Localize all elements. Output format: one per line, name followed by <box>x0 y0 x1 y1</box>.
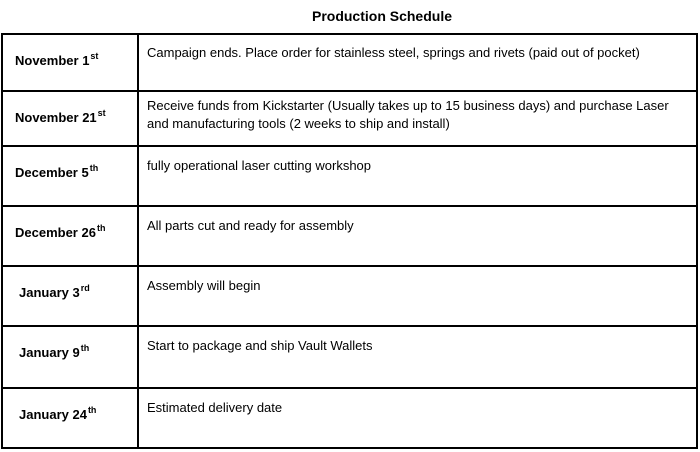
date-label <box>15 110 106 125</box>
table-row <box>2 146 697 206</box>
date-suffix: st <box>97 108 106 118</box>
description-cell <box>138 91 697 146</box>
date-suffix: th <box>87 405 97 415</box>
description-text: Assembly will begin <box>147 278 261 293</box>
date-suffix: th <box>89 163 99 173</box>
date-label <box>19 285 90 300</box>
table-row <box>2 266 697 326</box>
description-text: Receive funds from Kickstarter (Usually takes up to 15 business days) and purchase Laser and manufacturing tools (2 weeks to ship and install) <box>147 98 669 131</box>
table-row <box>2 91 697 146</box>
description-cell <box>138 146 697 206</box>
description-cell <box>138 266 697 326</box>
date-main: December 26 <box>15 225 96 240</box>
date-cell <box>2 34 138 91</box>
description-text: Campaign ends. Place order for stainless steel, springs and rivets (paid out of pocket) <box>147 45 640 60</box>
date-main: January 3 <box>19 285 80 300</box>
description-cell <box>138 206 697 266</box>
date-main: November 21 <box>15 110 97 125</box>
date-cell <box>2 146 138 206</box>
description-cell <box>138 388 697 448</box>
date-cell <box>2 326 138 388</box>
date-suffix: th <box>96 223 106 233</box>
date-label <box>15 165 98 180</box>
date-main: January 24 <box>19 407 87 422</box>
description-text: Estimated delivery date <box>147 400 283 415</box>
date-label <box>19 345 89 360</box>
date-cell <box>2 206 138 266</box>
table-row <box>2 326 697 388</box>
document-title: Production Schedule <box>311 8 452 24</box>
description-text: fully operational laser cutting workshop <box>147 158 372 173</box>
date-cell <box>2 388 138 448</box>
date-main: December 5 <box>15 165 89 180</box>
description-cell <box>138 34 697 91</box>
production-schedule-table <box>1 33 698 449</box>
table-row <box>2 388 697 448</box>
date-label <box>19 407 96 422</box>
description-cell <box>138 326 697 388</box>
table-row <box>2 206 697 266</box>
date-main: January 9 <box>19 345 80 360</box>
date-main: November 1 <box>15 53 90 68</box>
description-text: All parts cut and ready for assembly <box>147 218 354 233</box>
date-suffix: rd <box>80 283 90 293</box>
description-text: Start to package and ship Vault Wallets <box>147 338 373 353</box>
date-cell <box>2 91 138 146</box>
date-suffix: th <box>80 343 90 353</box>
date-cell <box>2 266 138 326</box>
date-label <box>15 53 98 68</box>
date-label <box>15 225 105 240</box>
date-suffix: st <box>90 51 99 61</box>
table-row <box>2 34 697 91</box>
